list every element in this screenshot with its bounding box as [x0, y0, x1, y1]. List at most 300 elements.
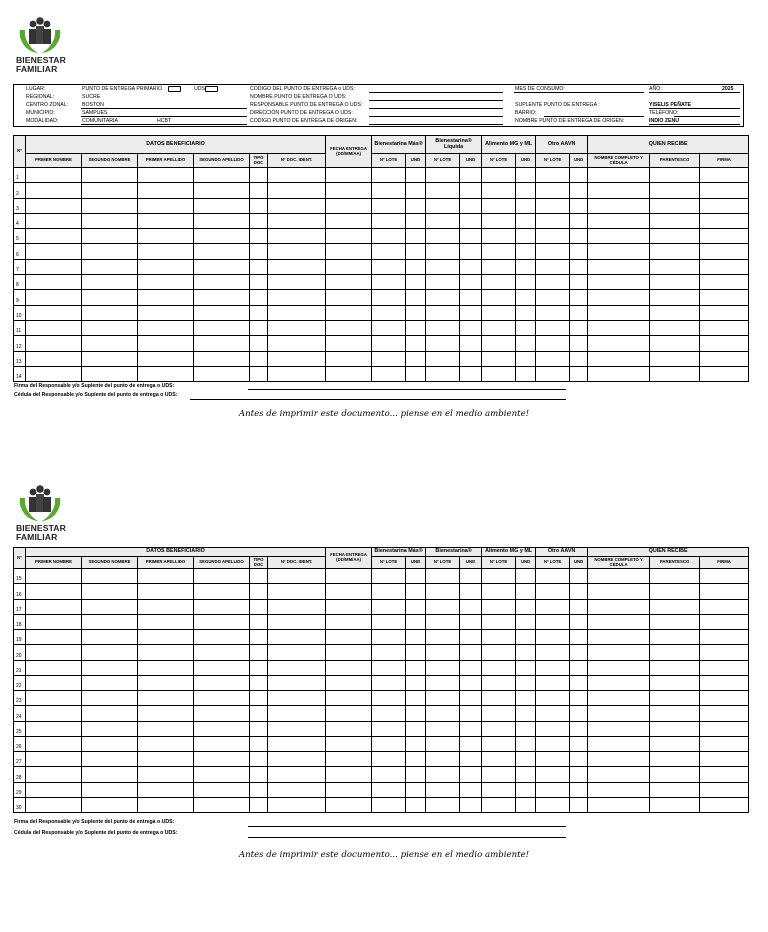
table-cell[interactable] [326, 721, 372, 736]
table-cell[interactable] [194, 290, 250, 305]
table-cell[interactable] [516, 168, 536, 183]
table-cell[interactable] [516, 244, 536, 259]
table-cell[interactable] [482, 305, 516, 320]
table-cell[interactable] [536, 599, 570, 614]
table-cell[interactable] [268, 366, 326, 381]
table-cell[interactable] [700, 213, 749, 228]
table-cell[interactable] [372, 229, 406, 244]
table-cell[interactable] [250, 584, 268, 599]
table-cell[interactable] [406, 259, 426, 274]
cedula-line[interactable] [190, 399, 566, 400]
barrio-line[interactable] [544, 110, 644, 117]
table-cell[interactable] [26, 645, 82, 660]
table-cell[interactable] [482, 336, 516, 351]
table-cell[interactable] [460, 275, 482, 290]
table-cell[interactable] [326, 660, 372, 675]
table-cell[interactable] [460, 213, 482, 228]
table-cell[interactable] [406, 599, 426, 614]
table-cell[interactable] [26, 782, 82, 797]
table-cell[interactable] [250, 721, 268, 736]
table-cell[interactable] [426, 275, 460, 290]
table-cell[interactable] [516, 645, 536, 660]
table-cell[interactable] [700, 290, 749, 305]
table-cell[interactable] [460, 366, 482, 381]
table-cell[interactable] [570, 336, 588, 351]
table-cell[interactable] [588, 675, 650, 690]
table-cell[interactable] [426, 797, 460, 812]
table-cell[interactable] [268, 706, 326, 721]
table-cell[interactable] [516, 336, 536, 351]
table-cell[interactable] [516, 259, 536, 274]
table-cell[interactable] [372, 736, 406, 751]
table-cell[interactable] [700, 797, 749, 812]
table-cell[interactable] [326, 183, 372, 198]
table-cell[interactable] [460, 290, 482, 305]
table-cell[interactable] [650, 767, 700, 782]
table-cell[interactable] [482, 290, 516, 305]
table-cell[interactable] [536, 706, 570, 721]
table-cell[interactable] [372, 198, 406, 213]
table-cell[interactable] [570, 259, 588, 274]
table-cell[interactable] [516, 569, 536, 584]
table-cell[interactable] [194, 736, 250, 751]
table-cell[interactable] [426, 706, 460, 721]
table-cell[interactable] [536, 244, 570, 259]
table-cell[interactable] [250, 290, 268, 305]
table-cell[interactable] [372, 305, 406, 320]
table-cell[interactable] [406, 366, 426, 381]
direccion-line[interactable] [369, 110, 503, 117]
table-cell[interactable] [250, 660, 268, 675]
table-cell[interactable] [536, 198, 570, 213]
table-cell[interactable] [536, 675, 570, 690]
table-cell[interactable] [482, 767, 516, 782]
table-cell[interactable] [26, 244, 82, 259]
table-cell[interactable] [326, 320, 372, 335]
table-cell[interactable] [536, 366, 570, 381]
table-cell[interactable] [588, 569, 650, 584]
table-cell[interactable] [588, 366, 650, 381]
table-cell[interactable] [588, 645, 650, 660]
table-cell[interactable] [326, 213, 372, 228]
table-cell[interactable] [460, 797, 482, 812]
table-cell[interactable] [482, 691, 516, 706]
table-cell[interactable] [26, 168, 82, 183]
table-cell[interactable] [138, 229, 194, 244]
table-cell[interactable] [26, 675, 82, 690]
table-cell[interactable] [700, 645, 749, 660]
table-cell[interactable] [570, 569, 588, 584]
table-cell[interactable] [460, 675, 482, 690]
table-cell[interactable] [372, 569, 406, 584]
table-cell[interactable] [570, 320, 588, 335]
table-cell[interactable] [536, 691, 570, 706]
table-cell[interactable] [482, 244, 516, 259]
table-cell[interactable] [460, 767, 482, 782]
table-cell[interactable] [570, 645, 588, 660]
table-cell[interactable] [194, 336, 250, 351]
table-cell[interactable] [250, 244, 268, 259]
table-cell[interactable] [406, 198, 426, 213]
table-cell[interactable] [588, 213, 650, 228]
table-cell[interactable] [650, 244, 700, 259]
table-cell[interactable] [700, 320, 749, 335]
table-cell[interactable] [406, 336, 426, 351]
table-cell[interactable] [194, 706, 250, 721]
table-cell[interactable] [650, 675, 700, 690]
table-cell[interactable] [268, 767, 326, 782]
table-cell[interactable] [588, 706, 650, 721]
table-cell[interactable] [650, 584, 700, 599]
ano-line[interactable] [649, 86, 740, 93]
table-cell[interactable] [194, 797, 250, 812]
table-cell[interactable] [250, 782, 268, 797]
table-cell[interactable] [268, 660, 326, 675]
table-cell[interactable] [588, 797, 650, 812]
table-cell[interactable] [406, 691, 426, 706]
table-cell[interactable] [482, 645, 516, 660]
table-cell[interactable] [26, 198, 82, 213]
table-cell[interactable] [536, 229, 570, 244]
table-cell[interactable] [372, 213, 406, 228]
mes-line[interactable] [514, 86, 644, 93]
table-cell[interactable] [650, 782, 700, 797]
table-cell[interactable] [406, 351, 426, 366]
table-cell[interactable] [650, 320, 700, 335]
table-cell[interactable] [194, 675, 250, 690]
table-cell[interactable] [426, 351, 460, 366]
table-cell[interactable] [26, 336, 82, 351]
table-cell[interactable] [82, 752, 138, 767]
table-cell[interactable] [26, 797, 82, 812]
table-cell[interactable] [700, 706, 749, 721]
table-cell[interactable] [536, 584, 570, 599]
table-cell[interactable] [700, 366, 749, 381]
table-cell[interactable] [570, 782, 588, 797]
table-cell[interactable] [138, 569, 194, 584]
table-cell[interactable] [426, 584, 460, 599]
table-cell[interactable] [194, 630, 250, 645]
table-cell[interactable] [650, 569, 700, 584]
table-cell[interactable] [138, 797, 194, 812]
table-cell[interactable] [406, 706, 426, 721]
table-cell[interactable] [82, 229, 138, 244]
table-cell[interactable] [326, 584, 372, 599]
table-cell[interactable] [426, 244, 460, 259]
table-cell[interactable] [26, 290, 82, 305]
table-cell[interactable] [326, 198, 372, 213]
table-cell[interactable] [26, 320, 82, 335]
table-cell[interactable] [516, 782, 536, 797]
table-cell[interactable] [250, 168, 268, 183]
table-cell[interactable] [588, 229, 650, 244]
table-cell[interactable] [570, 752, 588, 767]
table-cell[interactable] [588, 752, 650, 767]
table-cell[interactable] [460, 569, 482, 584]
table-cell[interactable] [482, 366, 516, 381]
table-cell[interactable] [194, 614, 250, 629]
table-cell[interactable] [326, 275, 372, 290]
table-cell[interactable] [326, 366, 372, 381]
table-cell[interactable] [138, 351, 194, 366]
table-cell[interactable] [82, 290, 138, 305]
table-cell[interactable] [700, 691, 749, 706]
table-cell[interactable] [426, 721, 460, 736]
table-cell[interactable] [268, 736, 326, 751]
table-cell[interactable] [138, 290, 194, 305]
table-cell[interactable] [460, 706, 482, 721]
table-cell[interactable] [268, 584, 326, 599]
table-cell[interactable] [406, 614, 426, 629]
table-cell[interactable] [372, 320, 406, 335]
table-cell[interactable] [482, 630, 516, 645]
table-cell[interactable] [482, 675, 516, 690]
table-cell[interactable] [82, 275, 138, 290]
table-cell[interactable] [268, 675, 326, 690]
table-cell[interactable] [426, 168, 460, 183]
table-cell[interactable] [570, 183, 588, 198]
table-cell[interactable] [426, 198, 460, 213]
table-cell[interactable] [82, 645, 138, 660]
table-cell[interactable] [516, 198, 536, 213]
table-cell[interactable] [588, 244, 650, 259]
table-cell[interactable] [570, 675, 588, 690]
table-cell[interactable] [268, 305, 326, 320]
table-cell[interactable] [516, 752, 536, 767]
table-cell[interactable] [516, 229, 536, 244]
table-cell[interactable] [516, 660, 536, 675]
table-cell[interactable] [588, 290, 650, 305]
table-cell[interactable] [372, 675, 406, 690]
table-cell[interactable] [406, 229, 426, 244]
table-cell[interactable] [194, 183, 250, 198]
table-cell[interactable] [536, 782, 570, 797]
table-cell[interactable] [460, 599, 482, 614]
table-cell[interactable] [26, 213, 82, 228]
table-cell[interactable] [250, 797, 268, 812]
table-cell[interactable] [650, 305, 700, 320]
table-cell[interactable] [516, 630, 536, 645]
table-cell[interactable] [426, 660, 460, 675]
table-cell[interactable] [700, 614, 749, 629]
table-cell[interactable] [268, 752, 326, 767]
table-cell[interactable] [372, 275, 406, 290]
table-cell[interactable] [26, 630, 82, 645]
table-cell[interactable] [460, 614, 482, 629]
table-cell[interactable] [460, 320, 482, 335]
table-cell[interactable] [26, 706, 82, 721]
table-cell[interactable] [250, 351, 268, 366]
table-cell[interactable] [588, 630, 650, 645]
table-cell[interactable] [536, 660, 570, 675]
table-cell[interactable] [570, 366, 588, 381]
table-cell[interactable] [406, 305, 426, 320]
table-cell[interactable] [372, 168, 406, 183]
table-cell[interactable] [82, 660, 138, 675]
table-cell[interactable] [650, 691, 700, 706]
table-cell[interactable] [138, 366, 194, 381]
table-cell[interactable] [700, 721, 749, 736]
table-cell[interactable] [406, 168, 426, 183]
table-cell[interactable] [406, 584, 426, 599]
table-cell[interactable] [570, 584, 588, 599]
table-cell[interactable] [650, 660, 700, 675]
table-cell[interactable] [194, 275, 250, 290]
table-cell[interactable] [536, 351, 570, 366]
table-cell[interactable] [650, 614, 700, 629]
table-cell[interactable] [588, 736, 650, 751]
table-cell[interactable] [426, 675, 460, 690]
table-cell[interactable] [588, 660, 650, 675]
table-cell[interactable] [650, 645, 700, 660]
table-cell[interactable] [138, 213, 194, 228]
table-cell[interactable] [326, 229, 372, 244]
table-cell[interactable] [82, 259, 138, 274]
table-cell[interactable] [650, 275, 700, 290]
table-cell[interactable] [700, 630, 749, 645]
table-cell[interactable] [326, 752, 372, 767]
table-cell[interactable] [588, 721, 650, 736]
table-cell[interactable] [326, 614, 372, 629]
table-cell[interactable] [460, 259, 482, 274]
firma-line[interactable] [248, 389, 566, 390]
table-cell[interactable] [516, 584, 536, 599]
table-cell[interactable] [138, 244, 194, 259]
table-cell[interactable] [570, 721, 588, 736]
table-cell[interactable] [588, 168, 650, 183]
table-cell[interactable] [138, 305, 194, 320]
table-cell[interactable] [82, 736, 138, 751]
table-cell[interactable] [372, 797, 406, 812]
table-cell[interactable] [26, 305, 82, 320]
table-cell[interactable] [268, 336, 326, 351]
table-cell[interactable] [482, 213, 516, 228]
table-cell[interactable] [26, 351, 82, 366]
table-cell[interactable] [482, 275, 516, 290]
table-cell[interactable] [138, 645, 194, 660]
table-cell[interactable] [536, 797, 570, 812]
table-cell[interactable] [26, 614, 82, 629]
table-cell[interactable] [588, 782, 650, 797]
table-cell[interactable] [650, 752, 700, 767]
table-cell[interactable] [536, 213, 570, 228]
table-cell[interactable] [372, 584, 406, 599]
table-cell[interactable] [138, 767, 194, 782]
table-cell[interactable] [194, 691, 250, 706]
table-cell[interactable] [482, 569, 516, 584]
table-cell[interactable] [250, 366, 268, 381]
table-cell[interactable] [194, 721, 250, 736]
table-cell[interactable] [372, 660, 406, 675]
table-cell[interactable] [250, 320, 268, 335]
table-cell[interactable] [326, 599, 372, 614]
table-cell[interactable] [516, 275, 536, 290]
table-cell[interactable] [700, 183, 749, 198]
table-cell[interactable] [82, 584, 138, 599]
table-cell[interactable] [194, 259, 250, 274]
table-cell[interactable] [138, 259, 194, 274]
table-cell[interactable] [406, 721, 426, 736]
table-cell[interactable] [250, 183, 268, 198]
table-cell[interactable] [26, 691, 82, 706]
table-cell[interactable] [570, 660, 588, 675]
table-cell[interactable] [516, 320, 536, 335]
table-cell[interactable] [650, 183, 700, 198]
table-cell[interactable] [460, 351, 482, 366]
table-cell[interactable] [700, 660, 749, 675]
table-cell[interactable] [26, 229, 82, 244]
table-cell[interactable] [326, 797, 372, 812]
table-cell[interactable] [406, 767, 426, 782]
table-cell[interactable] [570, 305, 588, 320]
table-cell[interactable] [326, 290, 372, 305]
table-cell[interactable] [326, 351, 372, 366]
table-cell[interactable] [82, 706, 138, 721]
table-cell[interactable] [194, 168, 250, 183]
primary-point-checkbox[interactable] [168, 86, 181, 92]
table-cell[interactable] [460, 198, 482, 213]
table-cell[interactable] [250, 305, 268, 320]
table-cell[interactable] [250, 229, 268, 244]
table-cell[interactable] [372, 366, 406, 381]
table-cell[interactable] [372, 614, 406, 629]
table-cell[interactable] [460, 645, 482, 660]
table-cell[interactable] [138, 675, 194, 690]
table-cell[interactable] [426, 782, 460, 797]
table-cell[interactable] [82, 320, 138, 335]
table-cell[interactable] [250, 630, 268, 645]
table-cell[interactable] [700, 168, 749, 183]
table-cell[interactable] [250, 752, 268, 767]
table-cell[interactable] [194, 351, 250, 366]
table-cell[interactable] [588, 336, 650, 351]
table-cell[interactable] [516, 721, 536, 736]
table-cell[interactable] [482, 351, 516, 366]
table-cell[interactable] [194, 213, 250, 228]
table-cell[interactable] [194, 660, 250, 675]
table-cell[interactable] [426, 767, 460, 782]
table-cell[interactable] [426, 630, 460, 645]
table-cell[interactable] [516, 366, 536, 381]
table-cell[interactable] [570, 213, 588, 228]
table-cell[interactable] [650, 351, 700, 366]
table-cell[interactable] [250, 336, 268, 351]
table-cell[interactable] [194, 305, 250, 320]
suplente-line[interactable] [649, 102, 740, 109]
table-cell[interactable] [26, 183, 82, 198]
table-cell[interactable] [82, 168, 138, 183]
table-cell[interactable] [482, 259, 516, 274]
table-cell[interactable] [536, 614, 570, 629]
table-cell[interactable] [426, 213, 460, 228]
table-cell[interactable] [482, 229, 516, 244]
table-cell[interactable] [426, 752, 460, 767]
table-cell[interactable] [372, 351, 406, 366]
table-cell[interactable] [26, 599, 82, 614]
table-cell[interactable] [426, 569, 460, 584]
table-cell[interactable] [326, 736, 372, 751]
table-cell[interactable] [700, 782, 749, 797]
table-cell[interactable] [406, 244, 426, 259]
table-cell[interactable] [460, 584, 482, 599]
table-cell[interactable] [700, 305, 749, 320]
table-cell[interactable] [482, 660, 516, 675]
table-cell[interactable] [194, 244, 250, 259]
codigo-pe-line[interactable] [369, 86, 503, 93]
table-cell[interactable] [460, 336, 482, 351]
table-cell[interactable] [406, 736, 426, 751]
table-cell[interactable] [82, 198, 138, 213]
